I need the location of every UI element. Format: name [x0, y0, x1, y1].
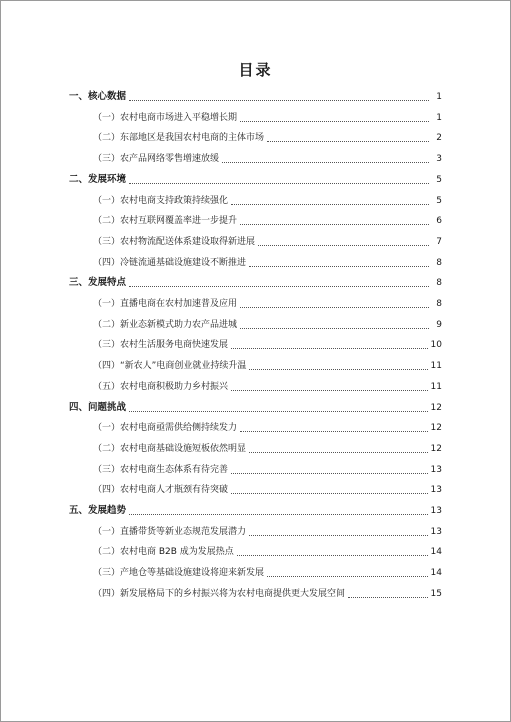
toc-page-number: 13 — [430, 485, 442, 496]
toc-page-number: 10 — [430, 340, 442, 351]
toc-page-number: 12 — [430, 423, 442, 434]
toc-page-number: 5 — [436, 174, 442, 185]
toc-entry-text: （三）农产品网络零售增速放缓 — [93, 154, 220, 165]
toc-page-number: 8 — [436, 278, 442, 289]
toc-subsection-entry[interactable] — [93, 439, 442, 455]
toc-entry-text: （四）新发展格局下的乡村振兴将为农村电商提供更大发展空间 — [93, 588, 346, 599]
dot-leader — [240, 328, 429, 329]
dot-leader — [267, 576, 428, 577]
toc-subsection-entry[interactable] — [93, 335, 442, 351]
toc-entry-text: （一）直播带货等新业态规范发展潜力 — [93, 526, 247, 537]
toc-subsection-entry[interactable] — [93, 232, 442, 248]
dot-leader — [258, 245, 429, 246]
dot-leader — [231, 473, 428, 474]
toc-subsection-entry[interactable] — [93, 211, 442, 227]
toc-entry-text: （四）“新农人”电商创业就业持续升温 — [93, 361, 247, 372]
toc-page-number: 11 — [430, 381, 442, 392]
dot-leader — [267, 141, 429, 142]
toc-entry-text: （二）新业态新模式助力农产品进城 — [93, 319, 238, 330]
toc-entry-text: （三）农村物流配送体系建设取得新进展 — [93, 236, 256, 247]
toc-title: 目录 — [238, 61, 273, 79]
toc-subsection-entry[interactable] — [93, 418, 442, 434]
toc-subsection-entry[interactable] — [93, 149, 442, 165]
toc-entry-text: （二）农村电商基础设施短板依然明显 — [93, 443, 247, 454]
dot-leader — [237, 555, 428, 556]
toc-subsection-entry[interactable] — [93, 460, 442, 476]
toc-entry-text: 四、问题挑战 — [69, 401, 127, 413]
toc-subsection-entry[interactable] — [93, 480, 442, 496]
toc-page-number: 13 — [430, 464, 442, 475]
toc-entry-text: （三）农村电商生态体系有待完善 — [93, 464, 229, 475]
dot-leader — [249, 535, 428, 536]
toc-entry-text: （三）农村生活服务电商快速发展 — [93, 340, 229, 351]
toc-page-number: 14 — [430, 547, 442, 558]
dot-leader — [249, 452, 428, 453]
toc-page-number: 1 — [436, 112, 442, 123]
dot-leader — [129, 286, 429, 287]
toc-page-number: 6 — [436, 216, 442, 227]
toc-entry-text: （一）直播电商在农村加速普及应用 — [93, 299, 238, 309]
toc-page-number: 7 — [436, 236, 442, 247]
dot-leader — [129, 183, 429, 184]
toc-subsection-entry[interactable] — [93, 356, 442, 372]
toc-entry-text: 三、发展特点 — [69, 277, 127, 289]
toc-page-number: 12 — [430, 402, 442, 413]
dot-leader — [348, 597, 428, 598]
toc-section-entry[interactable] — [69, 273, 442, 289]
toc-page-number: 13 — [430, 506, 442, 516]
toc-entry-text: 二、发展环境 — [69, 173, 127, 185]
toc-entry-text: （二）东部地区是我国农村电商的主体市场 — [93, 133, 265, 144]
toc-page-number: 12 — [430, 443, 442, 454]
toc-section-entry[interactable] — [69, 87, 442, 103]
toc-page-number: 2 — [436, 133, 442, 144]
dot-leader — [249, 369, 427, 370]
toc-entry-text: （二）农村互联网覆盖率进一步提升 — [93, 216, 238, 227]
toc-entry-text: （五）农村电商积极助力乡村振兴 — [93, 381, 229, 392]
toc-page-number: 3 — [436, 154, 442, 165]
toc-subsection-entry[interactable] — [93, 191, 442, 207]
toc-subsection-entry[interactable] — [93, 253, 442, 269]
dot-leader — [240, 121, 429, 122]
toc-subsection-entry[interactable] — [93, 563, 442, 579]
toc-subsection-entry[interactable] — [93, 315, 442, 331]
toc-entry-text: （四）冷链流通基础设施建设不断推进 — [93, 257, 247, 268]
dot-leader — [240, 224, 429, 225]
toc-section-entry[interactable] — [69, 170, 442, 186]
toc-page-number: 14 — [430, 568, 442, 579]
toc-entry-text: （二）农村电商 B2B 成为发展热点 — [93, 547, 234, 558]
toc-page-number: 9 — [436, 319, 442, 330]
dot-leader — [129, 514, 428, 515]
toc-section-entry[interactable] — [69, 398, 442, 414]
toc-subsection-entry[interactable] — [93, 108, 442, 124]
toc-subsection-entry[interactable] — [93, 584, 442, 600]
toc-page-number: 1 — [436, 92, 442, 102]
toc-page-number: 13 — [430, 526, 442, 537]
toc-entry-text: 五、发展趋势 — [69, 505, 127, 516]
toc-page-number: 8 — [436, 299, 442, 309]
toc-subsection-entry[interactable] — [93, 128, 442, 144]
dot-leader — [231, 348, 428, 349]
toc-entry-text: （一）农村电商市场进入平稳增长期 — [93, 112, 238, 123]
toc-page-number: 8 — [436, 257, 442, 268]
toc-entry-text: 一、核心数据 — [69, 91, 127, 102]
toc-entry-text: （一）农村电商亟需供给侧持续发力 — [93, 423, 238, 434]
toc-subsection-entry[interactable] — [93, 542, 442, 558]
dot-leader — [231, 390, 428, 391]
dot-leader — [240, 431, 428, 432]
toc-entry-text: （三）产地仓等基础设施建设将迎来新发展 — [93, 568, 265, 579]
toc-subsection-entry[interactable] — [93, 377, 442, 393]
toc-entry-text: （一）农村电商支持政策持续强化 — [93, 195, 229, 206]
toc-page-number: 5 — [436, 195, 442, 206]
dot-leader — [231, 493, 428, 494]
dot-leader — [222, 162, 429, 163]
dot-leader — [249, 266, 429, 267]
toc-page-number: 15 — [430, 588, 442, 599]
toc-subsection-entry[interactable] — [93, 294, 442, 310]
dot-leader — [129, 411, 428, 412]
toc-page-number: 11 — [430, 361, 442, 372]
toc-entry-text: （四）农村电商人才瓶颈有待突破 — [93, 485, 229, 496]
dot-leader — [231, 204, 429, 205]
toc-section-entry[interactable] — [69, 501, 442, 517]
dot-leader — [240, 307, 429, 308]
dot-leader — [129, 100, 429, 101]
toc-subsection-entry[interactable] — [93, 522, 442, 538]
